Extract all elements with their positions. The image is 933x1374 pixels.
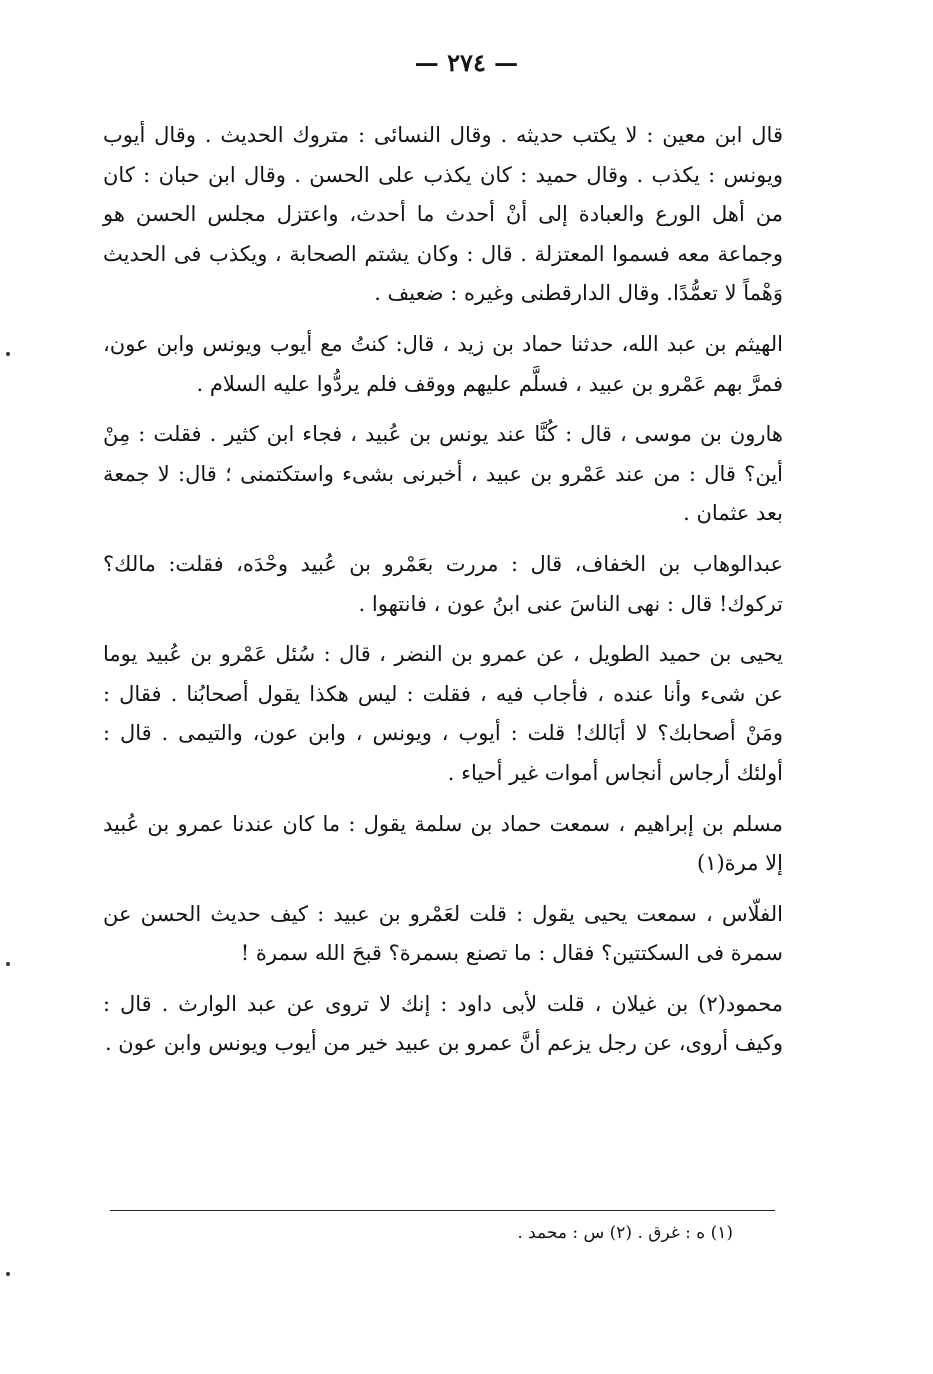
page-number: — ٢٧٤ — [414, 48, 519, 77]
paragraph-muslim: مسلم بن إبراهيم ، سمعت حماد بن سلمة يقول : ما كان عندنا عمرو بن عُبيد إلا مرة(١) [103, 811, 783, 876]
paragraph-ibn-main: قال ابن معين : لا يكتب حديثه . وقال النسائى : متروك الحديث . وقال أيوب ويونس : يكذب . وقال حميد : كان يكذب على الحسن . وقال ابن حبان : كان من أهل الورع والعبادة إلى أنْ أحدث ما أحدث، واعتزل مجلس الحسن هو وجماعة معه فسموا المعتزلة . قال : وكان يشتم الصحابة ، ويكذب فى الحديث وَهْماً لا تعمُّدًا. وقال الدارقطنى وغيره : ضعيف . [103, 123, 783, 306]
paragraph-harun: هارون بن موسى ، قال : كُنَّا عند يونس بن عُبيد ، فجاء ابن كثير . فقلت : مِنْ أين؟ قال : من عند عَمْرو بن عبيد ، أخبرنى بشىء واستكتمنى ؛ قال: لا جمعة بعد عثمان . [103, 422, 783, 526]
scan-speck [6, 352, 10, 356]
scan-speck [6, 962, 10, 966]
main-text [103, 116, 783, 1075]
scan-speck [6, 1272, 10, 1276]
paragraph-yahya: يحيى بن حميد الطويل ، عن عمرو بن النضر ، قال : سُئل عَمْرو بن عُبيد يوما عن شىء وأنا عنده ، فأجاب فيه ، فقلت : ليس هكذا يقول أصحابُنا . فقال : ومَنْ أصحابك؟ لا أبَالك! قلت : أيوب ، ويونس ، وابن عون، والتيمى . قال : أولئك أرجاس أنجاس أموات غير أحياء . [103, 642, 783, 785]
paragraph-haytham: الهيثم بن عبد الله، حدثنا حماد بن زيد ، قال: كنتُ مع أيوب ويونس وابن عون، فمرَّ بهم عَمْرو بن عبيد ، فسلَّم عليهم ووقف فلم يردُّوا عليه السلام . [103, 331, 783, 396]
paragraph-abdulwahhab: عبدالوهاب بن الخفاف، قال : مررت بعَمْرو بن عُبيد وحْدَه، فقلت: مالك؟ تركوك! قال : نهى الناسَ عنى ابنُ عون ، فانتهوا . [103, 551, 783, 616]
footnotes: (١) ه : غرق . (٢) س : محمد . [517, 1223, 733, 1243]
paragraph-mahmud: محمود(٢) بن غيلان ، قلت لأبى داود : إنك لا تروى عن عبد الوارث . قال : وكيف أروى، عن رجل يزعم أنَّ عمرو بن عبيد خير من أيوب ويونس وابن عون . [103, 991, 783, 1056]
paragraph-fallas: الفلّاس ، سمعت يحيى يقول : قلت لعَمْرو بن عبيد : كيف حديث الحسن عن سمرة فى السكتتين؟ فقال : ما تصنع بسمرة؟ قبحَ الله سمرة ! [103, 901, 783, 966]
footnote-divider [110, 1210, 775, 1211]
